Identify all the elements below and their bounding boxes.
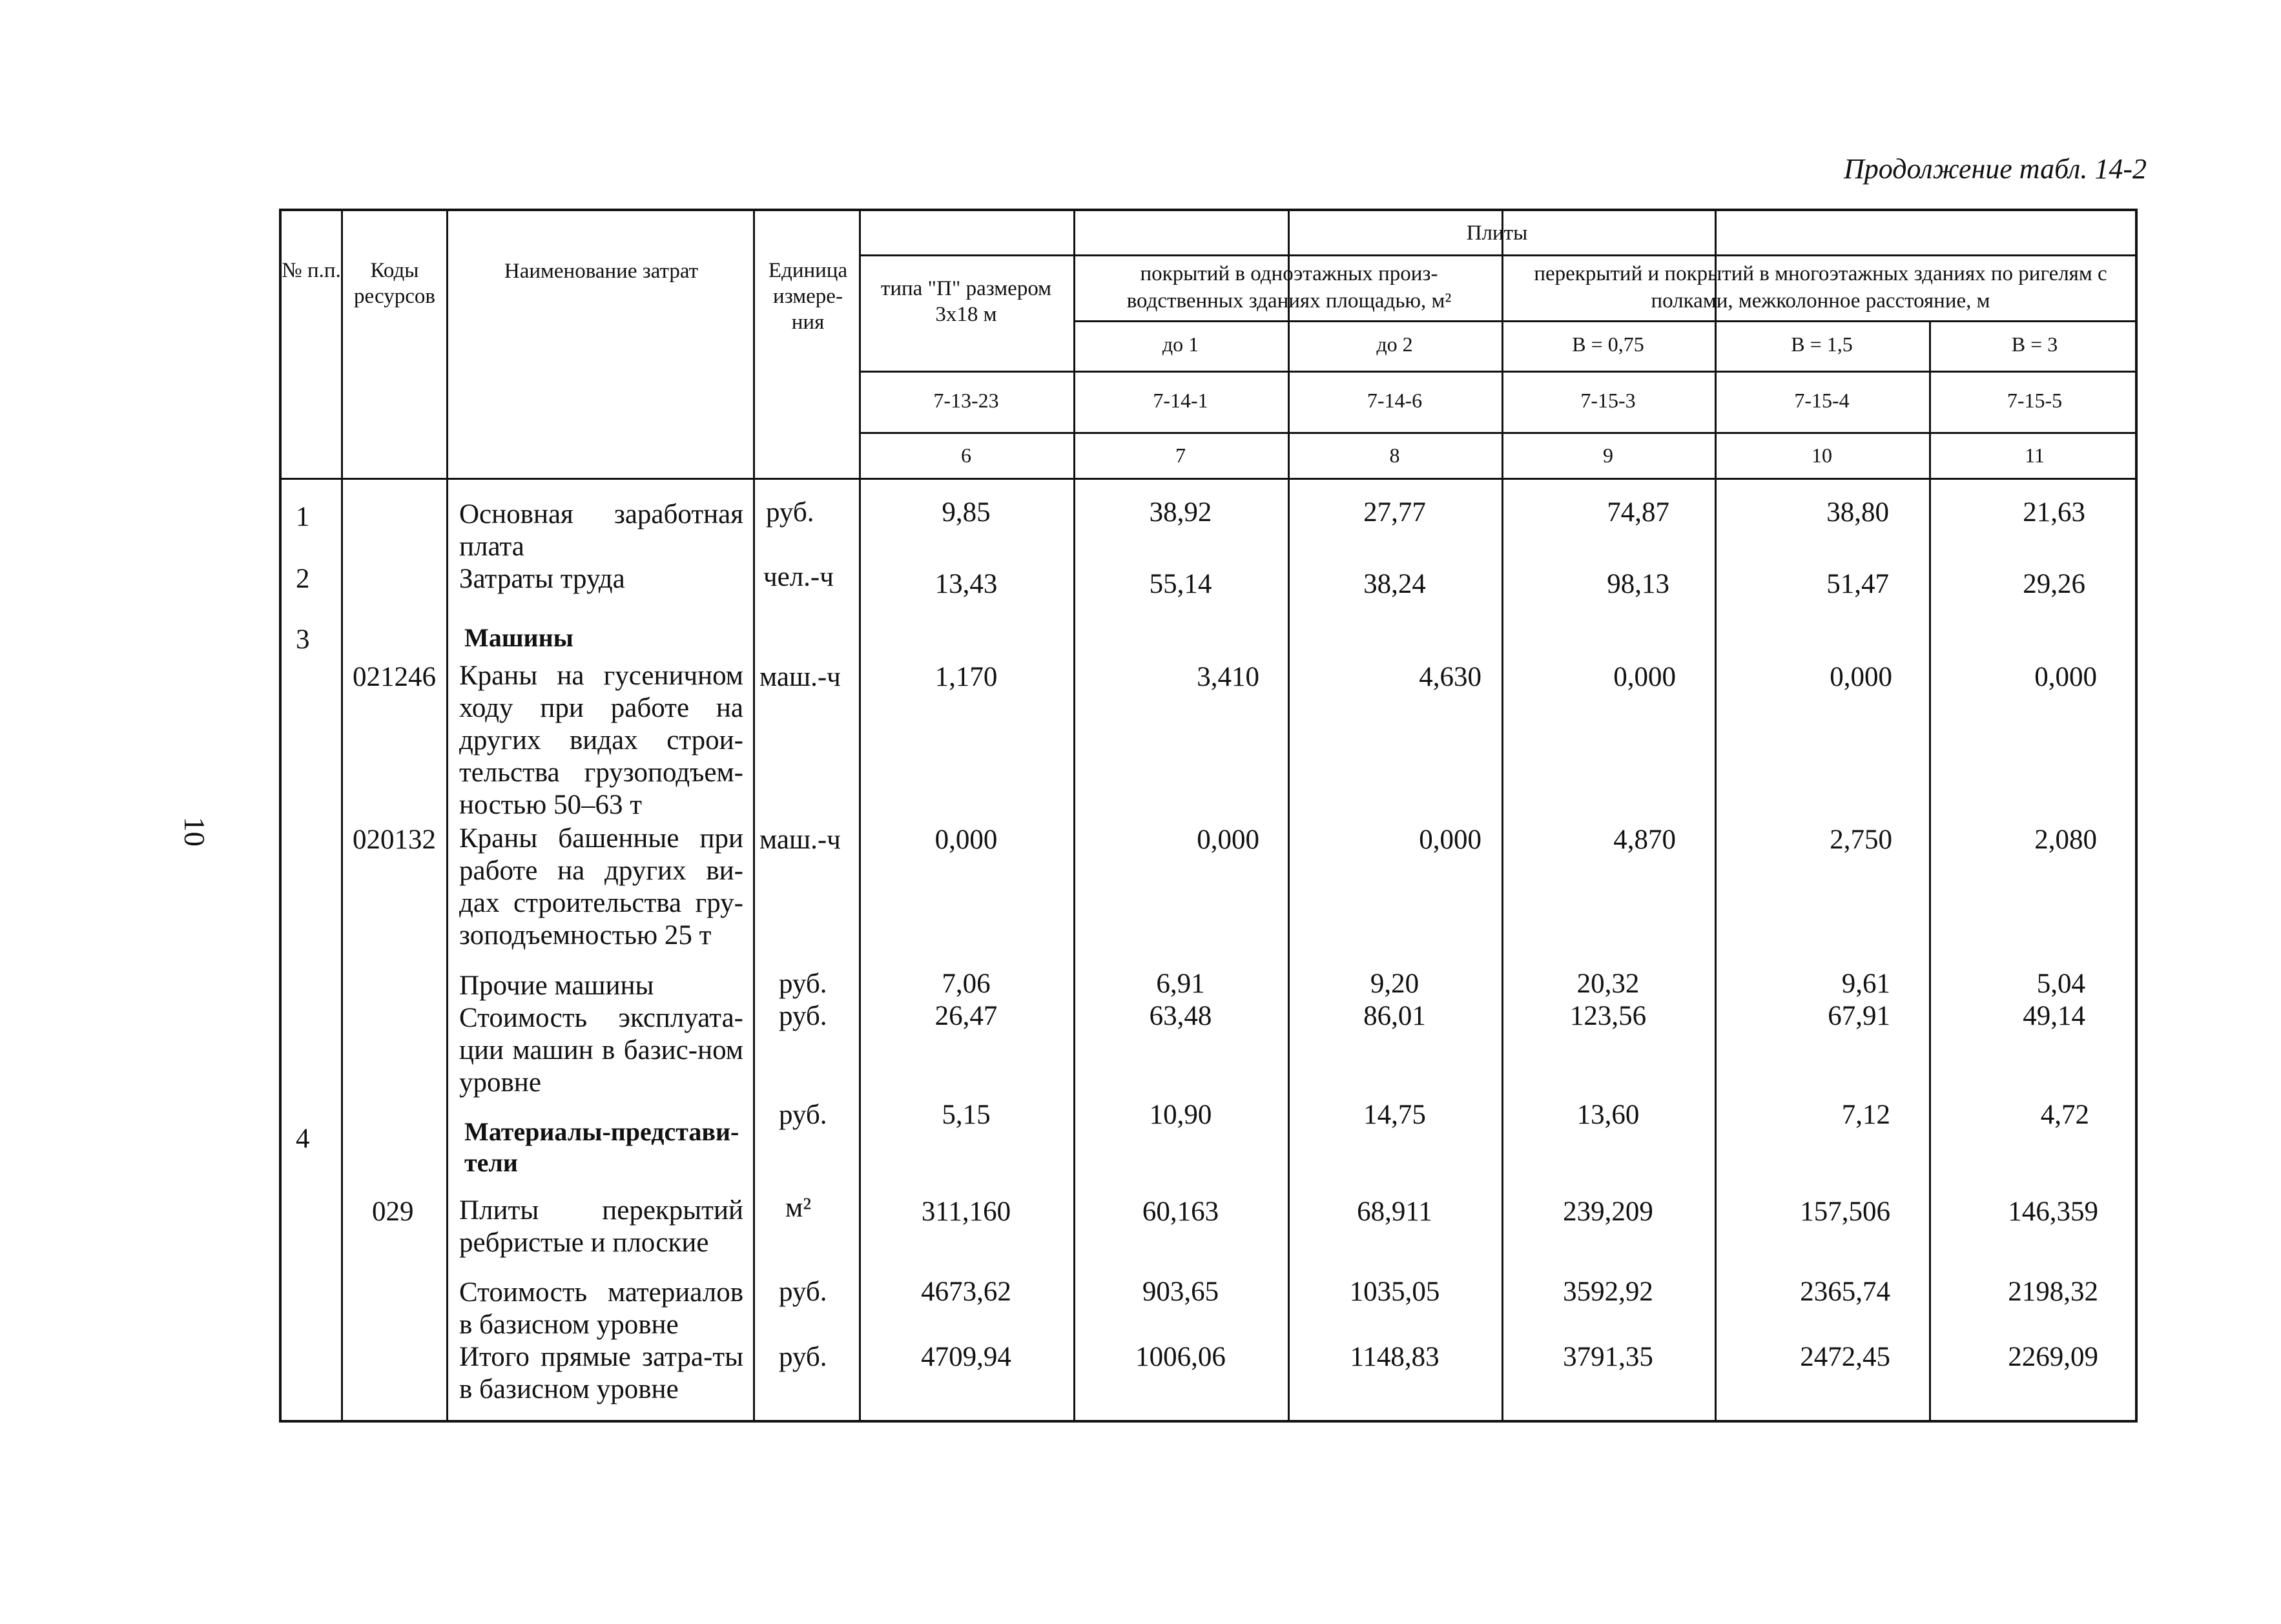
value-cell: 4673,62 (921, 1277, 1011, 1307)
code-cell: 7-15-4 (1794, 389, 1850, 412)
row-name: Краны башенные при работе на других ви-дах строительства гру-зоподъемностью 25 т (459, 823, 743, 951)
row-unit: руб. (779, 1100, 827, 1130)
value-cell: 4,630 (1419, 662, 1481, 692)
value-cell: 0,000 (1613, 662, 1676, 692)
value-cell: 20,32 (1576, 969, 1640, 999)
grid-line (859, 254, 2135, 256)
value-cell: 9,61 (1841, 969, 1890, 999)
header-group-single: покрытий в одноэтажных произ-водственных зданиях площадью, м² (1126, 262, 1452, 313)
col-number-cell: 7 (1175, 444, 1186, 467)
value-cell: 4709,94 (921, 1342, 1011, 1372)
grid-line (1073, 320, 2135, 322)
grid-line (859, 432, 2135, 434)
row-unit: маш.-ч (759, 825, 841, 855)
value-cell: 903,65 (1142, 1277, 1219, 1307)
value-cell: 1006,06 (1135, 1342, 1226, 1372)
value-cell: 146,359 (2008, 1197, 2098, 1227)
value-cell: 98,13 (1607, 569, 1669, 599)
value-cell: 49,14 (2023, 1001, 2085, 1031)
row-unit: м² (785, 1193, 812, 1223)
header-type-p: типа "П" размером 3х18 м (880, 277, 1052, 326)
row-name: Затраты труда (459, 564, 625, 594)
value-cell: 38,80 (1826, 497, 1889, 528)
value-cell: 3,410 (1197, 662, 1259, 692)
sub-header-2: до 2 (1376, 333, 1413, 356)
resource-code: 020132 (353, 825, 436, 855)
row-name: Стоимость материалов в базисном уровне (459, 1277, 743, 1340)
row-unit: руб. (779, 969, 827, 999)
value-cell: 55,14 (1149, 569, 1212, 599)
value-cell: 0,000 (934, 825, 998, 855)
value-cell: 3592,92 (1563, 1277, 1653, 1307)
value-cell: 9,85 (942, 497, 991, 528)
value-cell: 63,48 (1149, 1001, 1212, 1031)
row-name: Плиты перекрытий ребристые и плоские (459, 1195, 743, 1258)
value-cell: 27,77 (1363, 497, 1426, 528)
sub-header-4: В = 1,5 (1791, 333, 1853, 356)
value-cell: 38,24 (1363, 569, 1426, 599)
header-unit: Единица измере-ния (768, 259, 848, 334)
value-cell: 157,506 (1800, 1197, 1890, 1227)
value-cell: 86,01 (1363, 1001, 1426, 1031)
value-cell: 7,06 (942, 969, 991, 999)
code-cell: 7-14-1 (1153, 389, 1208, 412)
code-cell: 7-13-23 (933, 389, 999, 412)
sub-header-1: до 1 (1162, 333, 1199, 356)
grid-line (859, 371, 2135, 373)
value-cell: 9,20 (1370, 969, 1419, 999)
row-name: Прочие машины (459, 971, 654, 1001)
row-unit: руб. (779, 1342, 827, 1372)
row-number: 3 (296, 624, 310, 655)
code-cell: 7-14-6 (1367, 389, 1423, 412)
value-cell: 0,000 (1419, 825, 1481, 855)
continuation-title: Продолжение табл. 14-2 (1844, 153, 2147, 185)
value-cell: 60,163 (1142, 1197, 1219, 1227)
value-cell: 10,90 (1149, 1100, 1212, 1130)
value-cell: 1035,05 (1349, 1277, 1440, 1307)
value-cell: 4,870 (1613, 825, 1676, 855)
value-cell: 0,000 (1830, 662, 1892, 692)
value-cell: 1148,83 (1350, 1342, 1440, 1372)
row-unit: чел.-ч (763, 562, 834, 592)
sub-header-5: В = 3 (2011, 333, 2058, 356)
cost-table (279, 209, 2138, 1423)
value-cell: 29,26 (2023, 569, 2085, 599)
value-cell: 14,75 (1363, 1100, 1426, 1130)
col-number-cell: 10 (1811, 444, 1832, 467)
grid-line (341, 211, 343, 1420)
value-cell: 74,87 (1607, 497, 1669, 528)
row-name: Краны на гусеничном ходу при работе на других видах строи-тельства грузоподъем-ностью 50–63 т (459, 661, 743, 820)
value-cell: 239,209 (1563, 1197, 1653, 1227)
value-cell: 2269,09 (2008, 1342, 2098, 1372)
header-num: № п.п. (282, 259, 341, 282)
value-cell: 67,91 (1828, 1001, 1890, 1031)
grid-line (282, 478, 2135, 480)
page-number: 10 (178, 817, 211, 847)
row-unit: руб. (779, 1277, 827, 1307)
row-name: Стоимость эксплуата-ции машин в базис-ном уровне (459, 1003, 743, 1098)
value-cell: 68,911 (1357, 1197, 1432, 1227)
value-cell: 5,04 (2036, 969, 2085, 999)
value-cell: 2472,45 (1800, 1342, 1890, 1372)
grid-line (446, 211, 448, 1420)
value-cell: 2,080 (2034, 825, 2097, 855)
row-number: 2 (296, 564, 310, 594)
value-cell: 4,72 (2040, 1100, 2089, 1130)
sub-header-3: В = 0,75 (1572, 333, 1644, 356)
code-cell: 7-15-3 (1580, 389, 1636, 412)
value-cell: 21,63 (2023, 497, 2085, 528)
col-number-cell: 9 (1603, 444, 1613, 467)
header-name: Наименование затрат (504, 260, 699, 283)
value-cell: 13,60 (1576, 1100, 1640, 1130)
value-cell: 5,15 (942, 1100, 991, 1130)
value-cell: 0,000 (2034, 662, 2097, 692)
row-number: 4 (296, 1124, 310, 1154)
row-number: 1 (296, 502, 310, 532)
row-name: Итого прямые затра-ты в базисном уровне (459, 1342, 743, 1404)
value-cell: 2198,32 (2008, 1277, 2098, 1307)
value-cell: 3791,35 (1563, 1342, 1653, 1372)
row-name: Основная заработная плата (459, 499, 743, 562)
header-codes: Коды ресурсов (354, 259, 435, 308)
resource-code: 021246 (353, 662, 436, 692)
header-group-plates: Плиты (1466, 221, 1528, 245)
value-cell: 7,12 (1841, 1100, 1890, 1130)
col-number-cell: 11 (2025, 444, 2045, 467)
col-number-cell: 8 (1389, 444, 1400, 467)
code-cell: 7-15-5 (2007, 389, 2063, 412)
row-unit: руб. (766, 497, 814, 528)
value-cell: 51,47 (1826, 569, 1889, 599)
resource-code: 029 (372, 1197, 414, 1227)
value-cell: 0,000 (1197, 825, 1259, 855)
header-group-multi: перекрытий и покрытий в многоэтажных зданиях по ригелям с полками, межколонное расстояние, м (1534, 262, 2107, 313)
value-cell: 2365,74 (1800, 1277, 1890, 1307)
value-cell: 2,750 (1830, 825, 1892, 855)
grid-line (1929, 320, 1931, 1420)
col-number-cell: 6 (961, 444, 971, 467)
grid-line (753, 211, 755, 1420)
row-unit: маш.-ч (759, 662, 841, 692)
value-cell: 311,160 (921, 1197, 1011, 1227)
value-cell: 1,170 (934, 662, 998, 692)
value-cell: 38,92 (1149, 497, 1212, 528)
grid-line (1073, 320, 1075, 1420)
value-cell: 13,43 (934, 569, 998, 599)
row-unit: руб. (779, 1001, 827, 1031)
section-title-machines: Машины (464, 623, 573, 652)
value-cell: 6,91 (1156, 969, 1205, 999)
section-title-materials: Материалы-представи-тели (464, 1117, 739, 1177)
value-cell: 26,47 (934, 1001, 998, 1031)
value-cell: 123,56 (1569, 1001, 1647, 1031)
